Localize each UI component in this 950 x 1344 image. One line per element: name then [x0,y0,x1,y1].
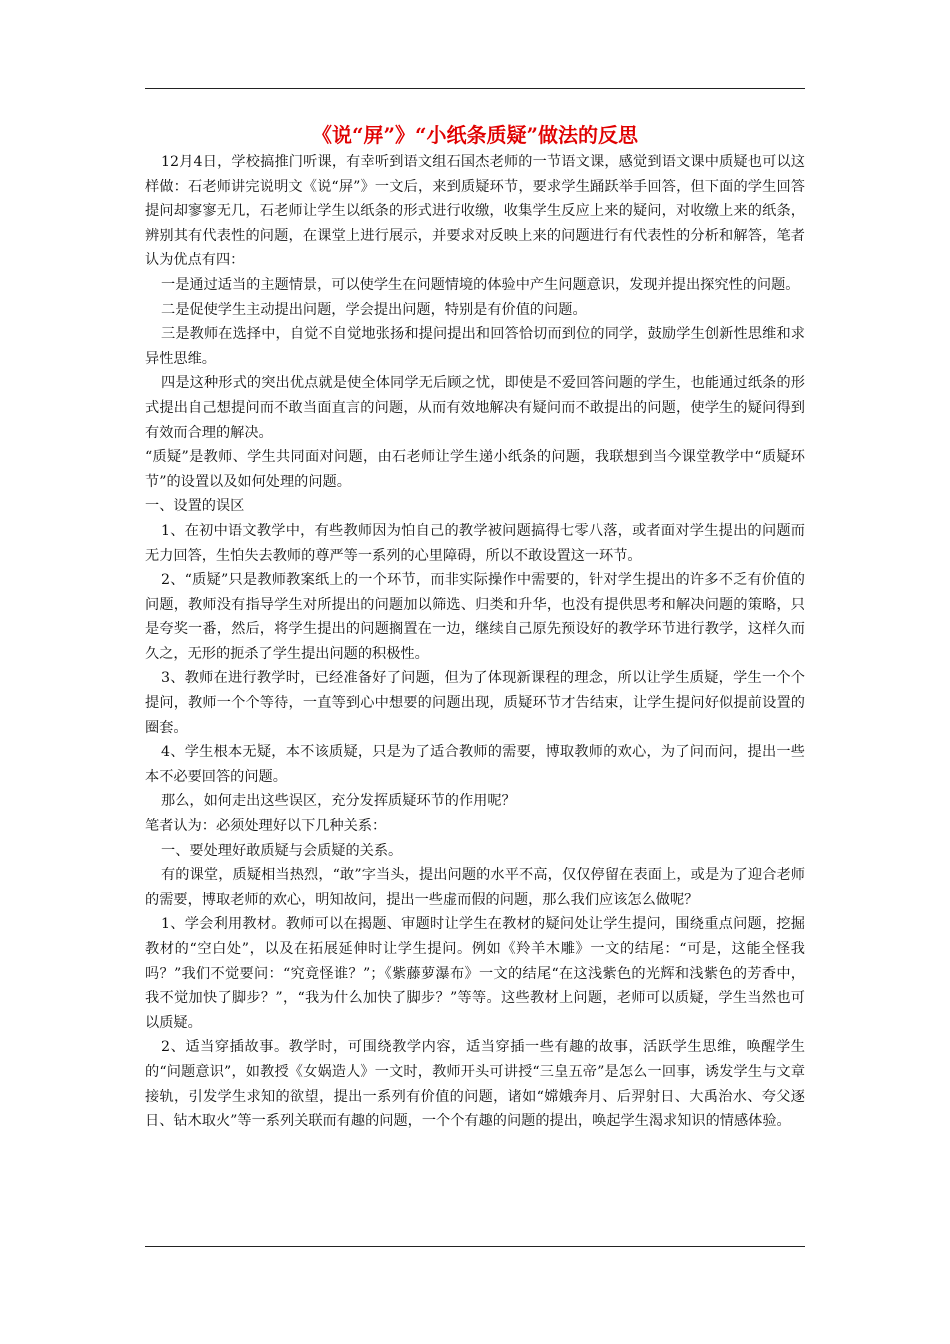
paragraph: 2、适当穿插故事。教学时，可围绕教学内容，适当穿插一些有趣的故事，活跃学生思维，唤醒学生的“问题意识”，如教授《女娲造人》一文时，教师开头可讲授“三皇五帝”是怎么一回事，诱发学生与文章接轨，引发学生求知的欲望，提出一系列有价值的问题，诸如“嫦娥奔月、后羿射日、大禹治水、夸父逐日、钻木取火”等一系列关联而有趣的问题，一个个有趣的问题的提出，唤起学生渴求知识的情感体验。 [145,1039,805,1130]
paragraph: 1、学会利用教材。教师可以在揭题、审题时让学生在教材的疑问处让学生提问，围绕重点问题，挖掘教材的“空白处”，以及在拓展延伸时让学生提问。例如《羚羊木雕》一文的结尾：“可是，这能全怪我吗？”我们不觉要问：“究竟怪谁？”；《紫藤萝瀑布》一文的结尾“在这浅紫色的光辉和浅紫色的芳香中，我不觉加快了脚步？”，“我为什么加快了脚步？”等等。这些教材上问题，老师可以质疑，学生当然也可以质疑。 [145,916,805,1031]
paragraph: 四是这种形式的突出优点就是使全体同学无后顾之忧，即使是不爱回答问题的学生，也能通过纸条的形式提出自己想提问而不敢当面直言的问题，从而有效地解决有疑问而不敢提出的问题，使学生的疑问得到有效而合理的解决。 [145,375,805,441]
paragraph: “质疑”是教师、学生共同面对问题，由石老师让学生递小纸条的问题，我联想到当今课堂教学中“质疑环节”的设置以及如何处理的问题。 [145,449,805,490]
paragraph: 一、设置的误区 [145,498,245,515]
paragraph: 三是教师在选择中，自觉不自觉地张扬和提问提出和回答恰切而到位的同学，鼓励学生创新性思维和求异性思维。 [145,326,805,367]
document-title: 《说“屏”》“小纸条质疑”做法的反思 [311,123,638,147]
paragraph: 一、要处理好敢质疑与会质疑的关系。 [161,842,403,859]
footer-rule [145,1246,805,1247]
paragraph: 笔者认为：必须处理好以下几种关系： [145,818,387,835]
paragraph: 1、在初中语文教学中，有些教师因为怕自己的教学被问题搞得七零八落，或者面对学生提出的问题而无力回答，生怕失去教师的尊严等一系列的心里障碍，所以不敢设置这一环节。 [145,522,805,564]
paragraph: 4、学生根本无疑，本不该质疑，只是为了适合教师的需要，博取教师的欢心，为了问而问，提出一些本不必要回答的问题。 [145,744,805,785]
paragraph: 2、“质疑”只是教师教案纸上的一个环节，而非实际操作中需要的，针对学生提出的许多不乏有价值的问题，教师没有指导学生对所提出的问题加以筛选、归类和升华，也没有提供思考和解决问题的策略，只是夸奖一番，然后，将学生提出的问题搁置在一边，继续自己原先预设好的教学环节进行教学，这样久而久之，无形的扼杀了学生提出问题的积极性。 [145,572,805,662]
paragraph: 一是通过适当的主题情景，可以使学生在问题情境的体验中产生问题意识，发现并提出探究性的问题。 [161,276,800,293]
paragraph: 3、教师在进行教学时，已经准备好了问题，但为了体现新课程的理念，所以让学生质疑，学生一个个提问，教师一个个等待，一直等到心中想要的问题出现，质疑环节才告结束，让学生提问好似提前设置的圈套。 [145,670,805,736]
header-rule [145,88,805,89]
paragraph: 有的课堂，质疑相当热烈，“敢”字当头，提出问题的水平不高，仅仅停留在表面上，或是为了迎合老师的需要，博取老师的欢心，明知故问，提出一些虚而假的问题，那么我们应该怎么做呢？ [145,867,805,908]
paragraph-list [145,150,805,1134]
document-body [145,120,805,1134]
paragraph: 那么，如何走出这些误区，充分发挥质疑环节的作用呢？ [161,793,516,810]
paragraph: 12月4日，学校搞推门听课，有幸听到语文组石国杰老师的一节语文课，感觉到语文课中质疑也可以这样做：石老师讲完说明文《说“屏”》一文后，来到质疑环节，要求学生踊跃举手回答，但下面的学生回答提问却寥寥无几，石老师让学生以纸条的形式进行收缴，收集学生反应上来的疑问，对收缴上来的纸条，辨别其有代表性的问题，在课堂上进行展示，并要求对反映上来的问题进行有代表性的分析和解答，笔者认为优点有四： [145,154,805,269]
paragraph: 二是促使学生主动提出问题，学会提出问题，特别是有价值的问题。 [161,301,587,318]
